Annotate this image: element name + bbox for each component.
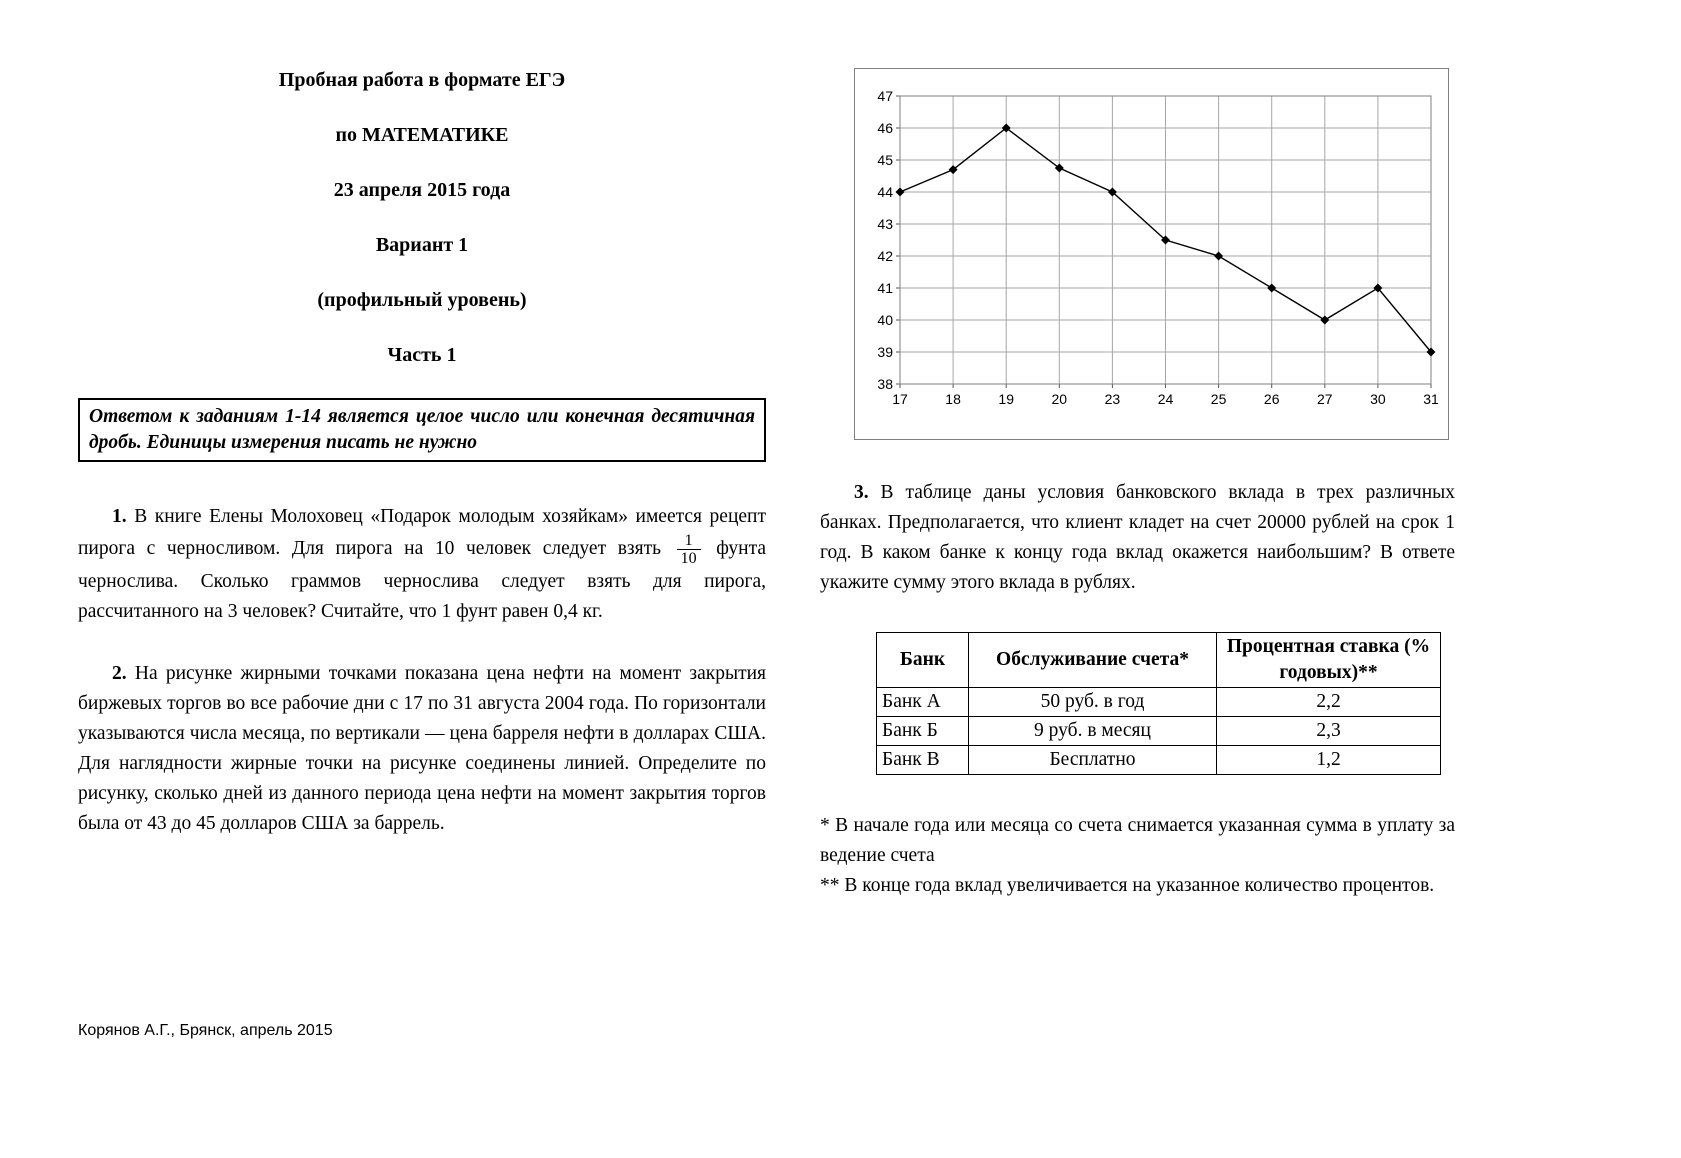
svg-text:39: 39 (877, 344, 893, 360)
svg-text:20: 20 (1051, 391, 1068, 407)
bank-a-name: Банк А (877, 688, 969, 717)
doc-title-line-3: 23 апреля 2015 года (333, 179, 511, 201)
footnote-2: ** В конце года вклад увеличивается на указанное количество процентов. (820, 875, 1435, 896)
oil-price-line-chart (854, 68, 1449, 440)
column-header-rate: Процентная ставка (% годовых)** (1217, 633, 1441, 688)
oil-price-chart (854, 68, 1449, 440)
doc-title-line-2: по МАТЕМАТИКЕ (335, 124, 509, 146)
svg-text:47: 47 (877, 88, 893, 104)
svg-text:41: 41 (877, 280, 893, 296)
doc-title-line-5: (профильный уровень) (317, 289, 527, 311)
bank-a-service: 50 руб. в год (969, 688, 1217, 717)
doc-title-line-4: Вариант 1 (375, 234, 469, 256)
bank-v-rate: 1,2 (1217, 746, 1441, 775)
instructions-box (78, 398, 766, 462)
fraction-denominator: 10 (677, 549, 701, 567)
svg-text:25: 25 (1210, 391, 1227, 407)
problem-1-number: 1. (112, 506, 127, 527)
problem-3-number: 3. (854, 482, 869, 503)
svg-text:26: 26 (1263, 391, 1280, 407)
fraction-one-tenth (677, 532, 701, 567)
bank-a-rate: 2,2 (1217, 688, 1441, 717)
bank-b-name: Банк Б (877, 717, 969, 746)
svg-text:30: 30 (1370, 391, 1386, 407)
bank-b-rate: 2,3 (1217, 717, 1441, 746)
svg-text:43: 43 (877, 216, 893, 232)
fraction-numerator: 1 (684, 532, 693, 549)
svg-text:17: 17 (892, 391, 908, 407)
svg-text:27: 27 (1317, 391, 1333, 407)
table-row-bank-v (877, 746, 1441, 775)
svg-text:44: 44 (877, 184, 893, 200)
svg-text:18: 18 (945, 391, 961, 407)
column-header-service: Обслуживание счета* (969, 633, 1217, 688)
bank-v-service: Бесплатно (969, 746, 1217, 775)
bank-table-header-row (877, 633, 1441, 688)
svg-text:46: 46 (877, 120, 893, 136)
doc-title-line-1: Пробная работа в формате ЕГЭ (278, 69, 566, 91)
problem-1 (78, 502, 766, 627)
problem-2-text: На рисунке жирными точками показана цена нефти на момент закрытия биржевых торгов во все рабочие дни с 17 по 31 августа 2004 года. По горизонтали указываются числа месяца, по вертикали — цена барреля нефти в долларах США. Для наглядности жирные точки на рисунке соединены линией. Определите по рисунку, сколько дней из данного периода цена нефти на момент закрытия торгов была от 43 до 45 долларов США за баррель. (78, 663, 767, 834)
problem-3 (820, 478, 1455, 598)
svg-text:23: 23 (1104, 391, 1121, 407)
bank-v-name: Банк В (877, 746, 969, 775)
table-footnotes (820, 811, 1455, 901)
table-row-bank-a (877, 688, 1441, 717)
svg-text:31: 31 (1423, 391, 1439, 407)
problem-1-text-after: фунта чернослива. Сколько граммов чернослива следует взять для пирога, рассчитанного на 3 человек? Считайте, что 1 фунт равен 0,4 кг. (78, 537, 767, 622)
problem-1-text-before: В книге Елены Молоховец «Подарок молодым хозяйкам» имеется рецепт пирога с черносливом. Для пирога на 10 человек следует взять (78, 506, 767, 559)
bank-b-service: 9 руб. в месяц (969, 717, 1217, 746)
svg-text:42: 42 (877, 248, 893, 264)
svg-text:19: 19 (998, 391, 1014, 407)
svg-text:40: 40 (877, 312, 893, 328)
problem-2-number: 2. (112, 663, 127, 684)
svg-text:24: 24 (1157, 391, 1174, 407)
document-header (78, 68, 766, 367)
table-row-bank-b (877, 717, 1441, 746)
instructions-text: Ответом к заданиям 1-14 является целое число или конечная десятичная дробь. Единицы измерения писать не нужно (89, 406, 755, 453)
right-column (820, 68, 1455, 901)
author-footer: Корянов А.Г., Брянск, апрель 2015 (78, 1022, 333, 1039)
problem-3-text: В таблице даны условия банковского вклада в трех различных банках. Предполагается, что клиент кладет на счет 20000 рублей на срок 1 год. В каком банке к концу года вклад окажется наибольшим? В ответе укажите сумму этого вклада в рублях. (820, 482, 1456, 593)
svg-text:38: 38 (877, 376, 893, 392)
left-column (78, 68, 766, 839)
footnote-1: * В начале года или месяца со счета снимается указанная сумма в уплату за ведение счета (820, 815, 1455, 866)
svg-text:45: 45 (877, 152, 893, 168)
column-header-bank: Банк (877, 633, 969, 688)
bank-table (876, 632, 1441, 775)
doc-title-line-6: Часть 1 (387, 344, 457, 366)
problem-2 (78, 659, 766, 839)
